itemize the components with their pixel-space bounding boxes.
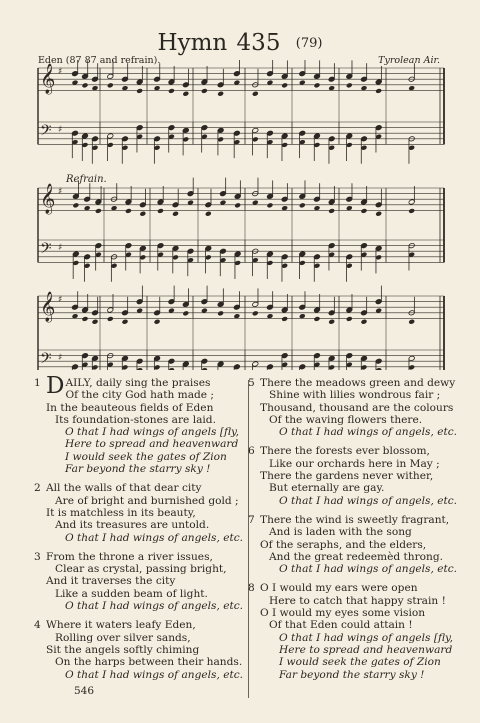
verse-line [30, 600, 245, 612]
verse-line [244, 482, 454, 494]
note-head [299, 202, 306, 208]
verse-line-text: On the harps between their hands. [55, 656, 243, 669]
verse-line-text: O that I had wings of angels [fly, [279, 631, 453, 644]
verse-line [244, 539, 454, 551]
note-head [267, 202, 274, 208]
note-head [281, 316, 288, 322]
note-head [234, 202, 241, 208]
stanza [244, 377, 458, 439]
bass-clef: 𝄢 [40, 350, 52, 370]
note-head [346, 316, 353, 322]
verse-line [244, 582, 454, 594]
verse-line [30, 402, 245, 414]
hymn-title-word: Hymn [157, 30, 228, 56]
note-head [107, 316, 114, 322]
stanza-number: 1 [34, 377, 41, 389]
note-head [346, 82, 353, 88]
verse-line-text: Here to spread and heavenward [65, 438, 239, 451]
verse-line-text: There the gardens never wither, [260, 470, 434, 483]
note-head [82, 82, 89, 88]
bass-clef: 𝄢 [40, 240, 52, 261]
note-head [154, 319, 161, 325]
verse-line-text: Far beyond the starry sky ! [279, 668, 425, 681]
stanza [244, 513, 458, 576]
verse-line [30, 551, 245, 563]
tune-info: Eden (87 87 and refrain). [38, 55, 161, 66]
key-signature-sharp: ♯ [58, 353, 63, 363]
treble-clef: 𝄞 [40, 184, 56, 214]
verses-left-column [30, 373, 245, 688]
verse-line [244, 656, 454, 668]
verse-line-text: Like a sudden beam of light. [55, 587, 208, 600]
verse-line-text: There the wind is sweetly fragrant, [260, 513, 450, 526]
verse-line [244, 470, 454, 482]
verse-line-text: I would seek the gates of Zion [65, 450, 227, 463]
verse-line-text: Sit the angels softly chiming [46, 643, 200, 656]
verse-line [244, 389, 454, 401]
note-head [92, 319, 99, 325]
verse-line [30, 632, 245, 644]
verse-line [244, 619, 454, 631]
verse-line [244, 426, 458, 439]
treble-clef: 𝄞 [40, 292, 56, 322]
verse-line-text: And the great redeemèd throng. [269, 550, 444, 563]
verse-line [30, 575, 245, 587]
verse-line-text: O that I had wings of angels, etc. [279, 563, 458, 576]
verse-line-text: And is laden with the song [269, 526, 412, 539]
verse-line [30, 451, 245, 463]
note-head [72, 202, 79, 208]
bass-clef: 𝄢 [40, 122, 52, 143]
verse-line [244, 669, 454, 681]
note-head [328, 208, 335, 214]
note-head [281, 82, 288, 88]
music-score [30, 60, 450, 370]
stanza-number: 8 [248, 582, 255, 595]
verse-line-text: Of the seraphs, and the elders, [260, 538, 427, 551]
verse-line [30, 669, 245, 681]
verse-line-text: Where it waters leafy Eden, [46, 619, 196, 632]
verse-line [244, 402, 454, 414]
stanza [30, 619, 245, 680]
note-head [182, 310, 189, 316]
verse-line-text: O I would my eyes some vision [260, 607, 426, 620]
note-head [205, 211, 212, 217]
verse-line [30, 438, 245, 450]
stanza-number: 6 [248, 445, 255, 458]
note-head [95, 208, 102, 214]
verse-line [244, 445, 454, 457]
stanza-number: 7 [248, 513, 255, 526]
verse-line [244, 632, 454, 644]
verse-line [30, 519, 245, 531]
verse-line-text: Here to catch that happy strain ! [269, 594, 446, 607]
verse-line [30, 482, 245, 494]
verse-line [244, 494, 458, 507]
stanza-number: 2 [34, 482, 41, 495]
drop-cap: D [46, 373, 65, 399]
note-head [375, 211, 382, 217]
verse-line-text: Clear as crystal, passing bright, [55, 563, 227, 576]
verse-line-text: Rolling over silver sands, [55, 631, 191, 644]
refrain-label: Refrain. [66, 174, 107, 185]
verses-right-column [244, 377, 458, 688]
verse-line-text: I would seek the gates of Zion [279, 656, 441, 669]
stanza-number: 5 [248, 377, 255, 389]
verse-line-text: AILY, daily sing the praises [65, 377, 211, 389]
verse-line [244, 595, 454, 607]
stanza-number: 3 [34, 550, 41, 563]
note-head [361, 208, 368, 214]
key-signature-sharp: ♯ [58, 67, 63, 77]
stanza-number: 4 [34, 619, 41, 632]
verse-line [30, 532, 245, 544]
verse-line [244, 563, 458, 576]
verse-line-text: O that I had wings of angels [fly, [65, 426, 239, 439]
verse-line-text: O that I had wings of angels, etc. [279, 494, 458, 507]
stanza [30, 551, 245, 612]
verse-line [244, 526, 454, 538]
tune-source: Tyrolean Air. [378, 55, 440, 66]
tune-number: (79) [295, 36, 323, 51]
verse-line-text: Of the city God hath made ; [65, 389, 214, 402]
note-head [201, 88, 208, 94]
note-head [168, 88, 175, 94]
key-signature-sharp: ♯ [58, 187, 63, 197]
verse-line-text: There the forests ever blossom, [260, 445, 430, 458]
note-head [361, 319, 368, 325]
verse-line-text: It is matchless in its beauty, [46, 506, 196, 519]
note-head [136, 88, 143, 94]
verse-line [30, 588, 245, 600]
hymn-title [0, 30, 480, 57]
note-head [125, 208, 132, 214]
verse-line [30, 495, 245, 507]
verse-line [244, 414, 454, 426]
stanza [30, 482, 245, 543]
stanza [244, 582, 454, 680]
verse-line-text: O that I had wings of angels, etc. [65, 531, 244, 544]
note-head [252, 310, 259, 316]
verse-line [30, 507, 245, 519]
verse-line [30, 619, 245, 631]
note-head [328, 319, 335, 325]
verse-line [30, 644, 245, 656]
verse-line-text: In the beauteous fields of Eden [46, 401, 214, 414]
note-head [172, 211, 179, 217]
treble-clef: 𝄞 [40, 64, 56, 94]
verse-line-text: Are of bright and burnished gold ; [55, 494, 239, 507]
verse-line-text: Here to spread and heavenward [279, 643, 453, 656]
note-head [375, 88, 382, 94]
key-signature-sharp: ♯ [58, 243, 63, 253]
verse-line [30, 414, 245, 426]
verse-line-text: O I would my ears were open [260, 582, 418, 595]
key-signature-sharp: ♯ [58, 295, 63, 305]
verse-line-text: Thousand, thousand are the colours [260, 401, 454, 414]
page-number: 546 [74, 685, 95, 697]
note-head [139, 211, 146, 217]
verse-line [30, 563, 245, 575]
verse-line [244, 551, 454, 563]
hymn-number: 435 [236, 30, 281, 56]
verse-line-text: O that I had wings of angels, etc. [279, 426, 458, 439]
verse-line-text: All the walls of that dear city [46, 482, 202, 495]
verse-line [30, 656, 245, 668]
verse-line-text: Far beyond the starry sky ! [65, 463, 211, 476]
verse-line-text: But eternally are gay. [269, 482, 385, 495]
verse-line [30, 426, 245, 438]
verse-line [244, 607, 454, 619]
note-head [122, 319, 129, 325]
note-head [252, 91, 259, 97]
verse-line-text: Like our orchards here in May ; [269, 457, 440, 470]
verse-line-text: Of that Eden could attain ! [269, 619, 413, 632]
note-head [408, 319, 415, 325]
verse-line [244, 377, 454, 389]
verse-line-text: Shine with lilies wondrous fair ; [269, 389, 441, 402]
verse-line-text: Of the waving flowers there. [269, 413, 423, 426]
note-head [157, 208, 164, 214]
verse-line-text: Its foundation-stones are laid. [55, 413, 216, 426]
note-head [314, 316, 321, 322]
verse-line-text: There the meadows green and dewy [260, 377, 456, 389]
note-head [217, 310, 224, 316]
verse-line [244, 644, 454, 656]
stanza [244, 445, 458, 507]
note-head [217, 91, 224, 97]
verse-line-text: And it traverses the city [46, 575, 176, 588]
verse-line [244, 458, 454, 470]
note-head [82, 316, 89, 322]
note-head [182, 91, 189, 97]
verse-line-text: O that I had wings of angels, etc. [65, 668, 244, 681]
note-head [314, 82, 321, 88]
verse-line-text: O that I had wings of angels, etc. [65, 600, 244, 613]
note-head [107, 82, 114, 88]
key-signature-sharp: ♯ [58, 125, 63, 135]
verse-line-text: From the throne a river issues, [46, 550, 213, 563]
note-head [408, 208, 415, 214]
verse-line [244, 514, 454, 526]
verse-line [30, 463, 245, 475]
stanza [30, 373, 245, 476]
verse-line-text: And its treasures are untold. [55, 519, 210, 532]
